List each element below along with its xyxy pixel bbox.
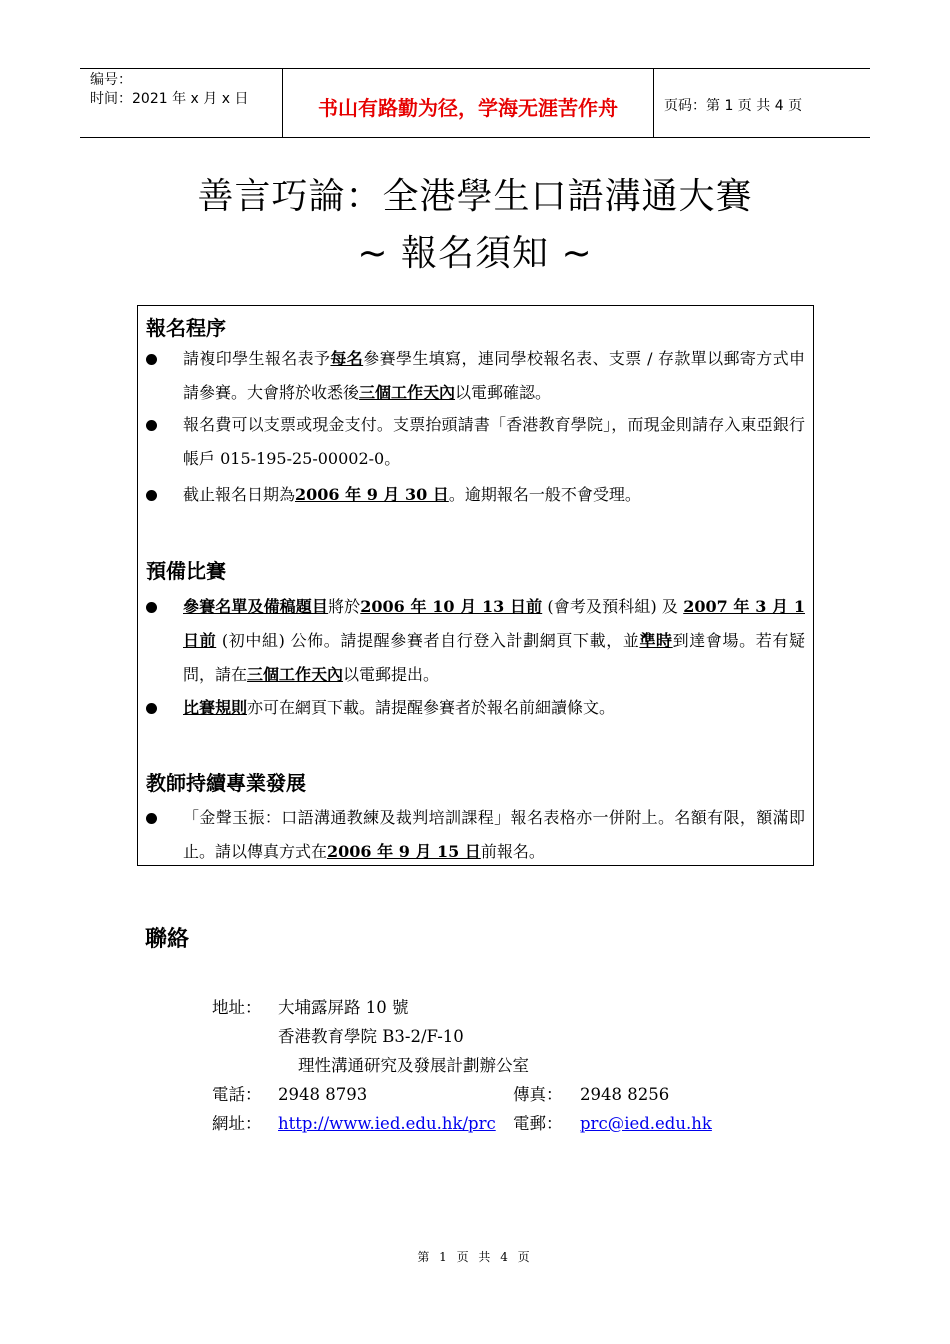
- fax-value: 2948 8256: [580, 1085, 670, 1104]
- document-subtitle: ~ 報名須知 ~: [357, 233, 593, 274]
- preparation-heading: 預備比賽: [146, 559, 226, 583]
- phone-value: 2948 8793: [278, 1085, 368, 1104]
- number-label: 编号：: [90, 72, 132, 88]
- date-label: 时间：2021 年 x 月 x 日: [90, 91, 249, 107]
- phone-label: 電話：: [212, 1085, 262, 1104]
- header-motto: 书山有路勤为径，学海无涯苦作舟: [282, 69, 654, 137]
- address-line2: 香港教育學院 B3-2/F-10: [278, 1027, 464, 1046]
- bullet-icon: [146, 813, 157, 824]
- bullet-icon: [146, 602, 157, 613]
- header-meta: [80, 69, 282, 137]
- page-header: [80, 68, 870, 138]
- web-label: 網址：: [212, 1114, 262, 1133]
- header-page-label: 页码：第 1 页 共 4 页: [664, 98, 803, 114]
- bullet-icon: [146, 354, 157, 365]
- website-link[interactable]: http://www.ied.edu.hk/prc: [278, 1114, 496, 1133]
- bullet-icon: [146, 420, 157, 431]
- address-line1: 大埔露屏路 10 號: [278, 998, 409, 1017]
- contact-heading: 聯絡: [145, 927, 190, 952]
- teacher-heading: 教師持續專業發展: [146, 771, 306, 795]
- address-label: 地址：: [212, 998, 262, 1017]
- page-footer: 第 1 页 共 4 页: [417, 1250, 533, 1264]
- bullet-icon: [146, 490, 157, 501]
- document-title: 善言巧論：全港學生口語溝通大賽: [197, 176, 753, 217]
- email-link[interactable]: prc@ied.edu.hk: [580, 1114, 712, 1133]
- fax-label: 傳真：: [513, 1085, 563, 1104]
- address-line3: 理性溝通研究及發展計劃辦公室: [298, 1056, 529, 1075]
- email-label: 電郵：: [513, 1114, 563, 1133]
- registration-heading: 報名程序: [146, 316, 226, 340]
- bullet-icon: [146, 703, 157, 714]
- notice-box: 報名程序 請複印學生報名表予每名參賽學生填寫，連同學校報名表、支票 / 存款單以郵寄方式申請參賽。大會將於收悉後三個工作天內以電郵確認。 報名費可以支票或現金支付。支票抬頭請書「香港教育學院」，而現金則請存入東亞銀行帳戶 015-195-25-00002-0。 截止報名日期為2006 年 9 月 30 日。逾期報名一般不會受理。 預備比賽 參賽名單及備稿題目將於2006 年 10 月 13 日前 (會考及預科組) 及 2007 年 3 月 1 日前 (初中組) 公佈。請提醒參賽者自行登入計劃網頁下載，並準時到達會場。若有疑問，請在三個工作天內以電郵提出。 比賽規則亦可在網頁下載。請提醒參賽者於報名前細讀條文。 教師持續專業發展 「金聲玉振：口語溝通教練及裁判培訓課程」報名表格亦一併附上。名額有限，額滿即止。請以傳真方式在2006 年 9 月 15 日前報名。: [137, 305, 814, 866]
